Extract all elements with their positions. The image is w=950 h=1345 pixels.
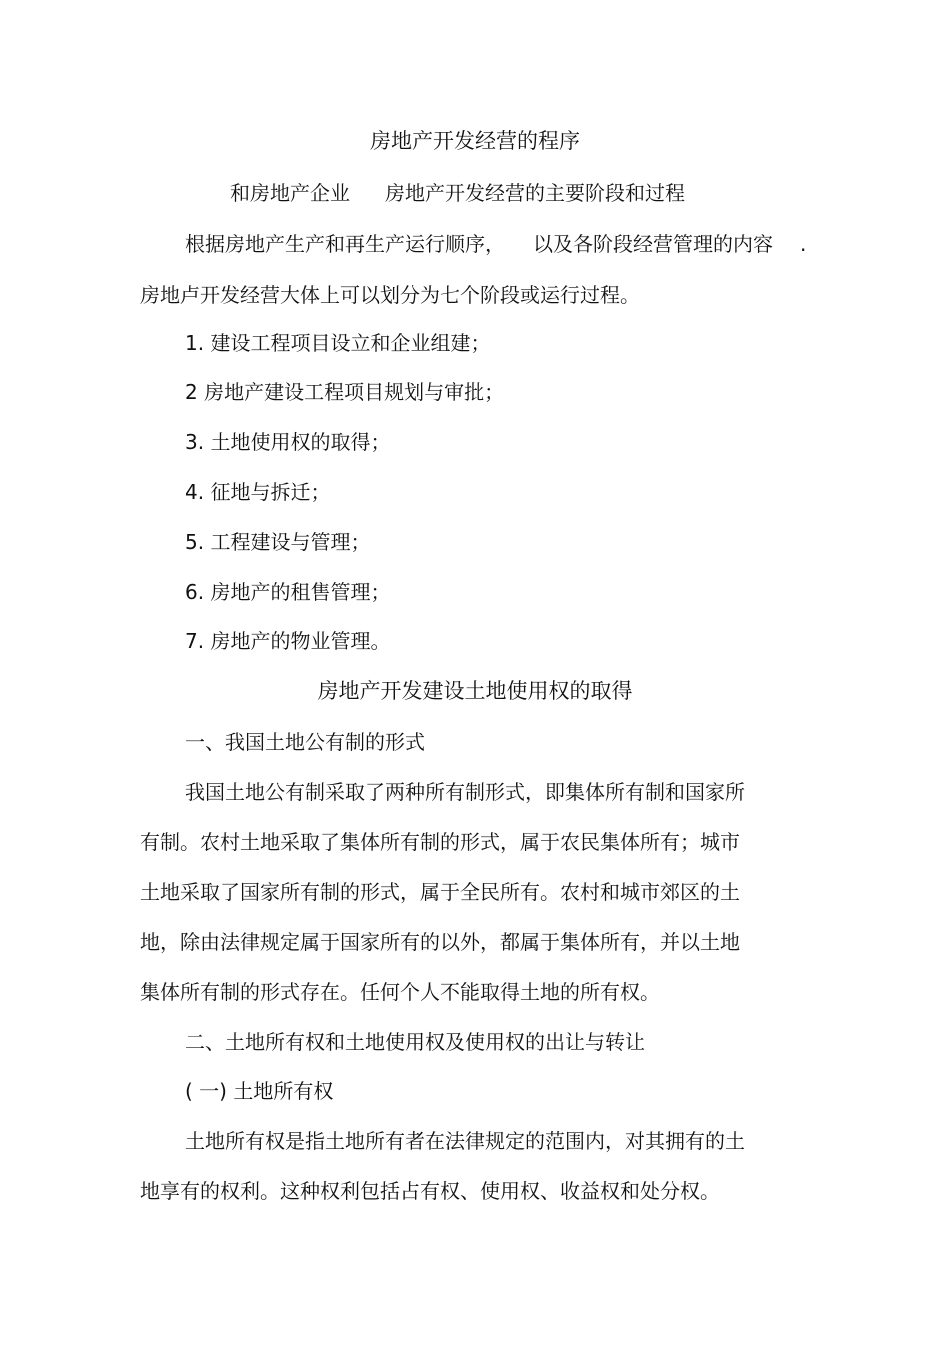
list-item: 7. 房地产的物业管理。	[185, 629, 391, 653]
list-item: 4. 征地与拆迁；	[185, 480, 331, 504]
paragraph-line: 土地采取了国家所有制的形式，属于全民所有。农村和城市郊区的土	[140, 880, 740, 904]
document-title: 房地产开发经营的程序	[370, 129, 580, 153]
subtitle-right: 房地产开发经营的主要阶段和过程	[385, 181, 685, 205]
heading-1: 一、我国土地公有制的形式	[185, 730, 425, 754]
paragraph-line: 我国土地公有制采取了两种所有制形式，即集体所有制和国家所	[185, 780, 745, 804]
list-item: 2 房地产建设工程项目规划与审批；	[185, 380, 505, 404]
list-item: 5. 工程建设与管理；	[185, 530, 371, 554]
paragraph-line: 地，除由法律规定属于国家所有的以外，都属于集体所有，并以土地	[140, 930, 740, 954]
subtitle-left: 和房地产企业	[230, 181, 350, 205]
paragraph-line: 集体所有制的形式存在。任何个人不能取得土地的所有权。	[140, 980, 660, 1004]
intro-line-1a: 根据房地产生产和再生产运行顺序，	[185, 232, 505, 256]
list-item: 6. 房地产的租售管理；	[185, 580, 391, 604]
paragraph-line: 有制。农村土地采取了集体所有制的形式，属于农民集体所有；城市	[140, 830, 740, 854]
list-item: 3. 土地使用权的取得；	[185, 430, 391, 454]
heading-3: ( 一) 土地所有权	[185, 1079, 334, 1103]
paragraph-line: 地享有的权利。这种权利包括占有权、使用权、收益权和处分权。	[140, 1179, 720, 1203]
paragraph-line: 土地所有权是指土地所有者在法律规定的范围内，对其拥有的土	[185, 1129, 745, 1153]
intro-line-1c: .	[800, 232, 807, 256]
heading-2: 二、土地所有权和土地使用权及使用权的出让与转让	[185, 1030, 645, 1054]
section-title: 房地产开发建设土地使用权的取得	[317, 679, 633, 703]
intro-line-2: 房地卢开发经营大体上可以划分为七个阶段或运行过程。	[140, 283, 640, 307]
intro-line-1b: 以及各阶段经营管理的内容	[533, 232, 773, 256]
list-item: 1. 建设工程项目设立和企业组建；	[185, 331, 491, 355]
